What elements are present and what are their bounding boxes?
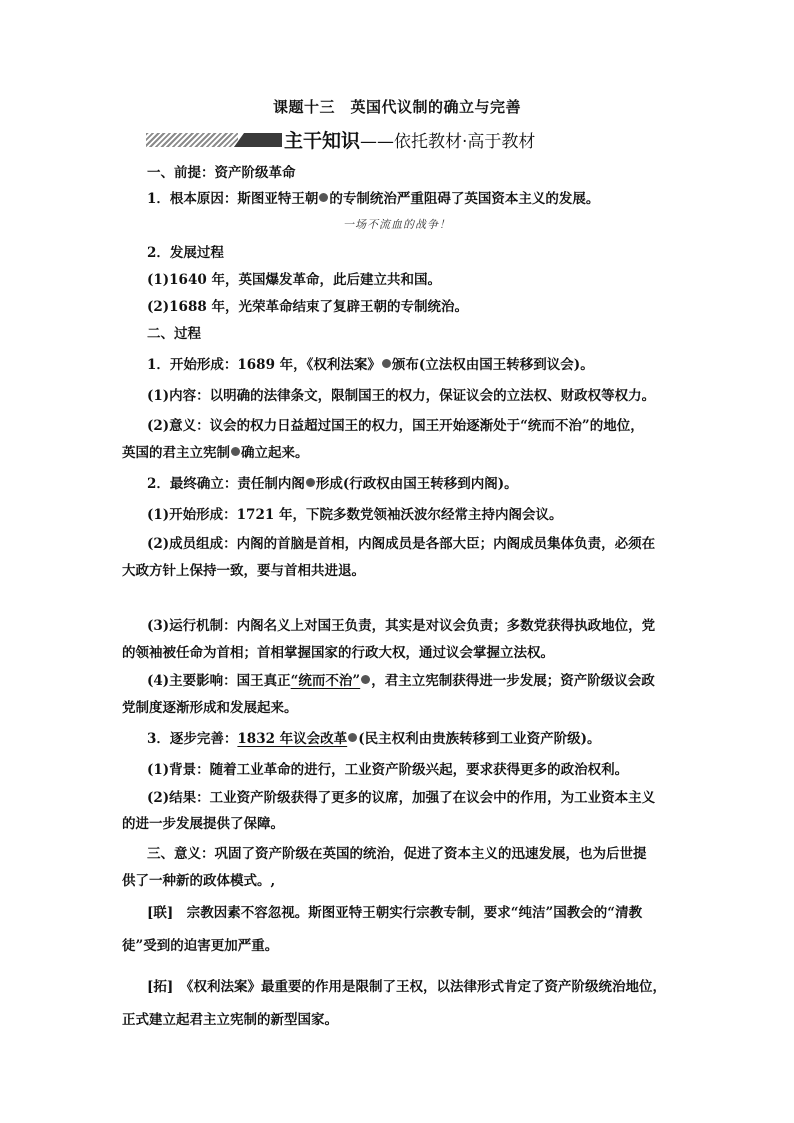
note-marker-icon <box>319 193 328 202</box>
note-marker-icon <box>306 478 315 487</box>
note-link-cont: 徒”受到的迫害更加严重。 <box>122 938 279 954</box>
banner-sub-text: ——依托教材·高于教材 <box>360 132 536 152</box>
text: 1．开始形成：1689 年，《权利法案》 <box>147 357 381 373</box>
text: 1．根本原因：斯图亚特王朝 <box>147 191 319 207</box>
banner-hatch-decoration <box>146 133 238 147</box>
text: 颁布(立法权由国王转移到议会)。 <box>391 357 594 373</box>
banner-heading <box>282 126 537 153</box>
line-members: (2)成员组成：内阁的首脑是首相，内阁成员是各部大臣；内阁成员集体负责，必须在 <box>147 536 656 552</box>
handwritten-note: 一场不流血的战争！ <box>343 218 451 231</box>
line-1721: (1)开始形成：1721 年，下院多数党领袖沃波尔经常主持内阁会议。 <box>147 507 563 523</box>
line-result-cont: 的进一步发展提供了保障。 <box>122 816 284 832</box>
text: 2．最终确立：责任制内阁 <box>147 476 305 492</box>
text: 1832 年议会改革 <box>237 731 348 747</box>
line-meaning: 三、意义：巩固了资产阶级在英国的统治，促进了资本主义的迅速发展，也为后世提 <box>147 846 647 862</box>
line-1640: (1)1640 年，英国爆发革命，此后建立共和国。 <box>147 272 441 288</box>
text: 3．逐步完善： <box>147 731 238 747</box>
line-background: (1)背景：随着工业革命的进行，工业资产阶级兴起，要求获得更多的政治权利。 <box>147 762 629 778</box>
text: 英国的君主立宪制 <box>122 445 230 461</box>
line-mechanism-cont: 的领袖被任命为首相；首相掌握国家的行政大权，通过议会掌握立法权。 <box>122 645 554 661</box>
line-meaning-cont: 供了一种新的政体模式。, <box>122 873 276 889</box>
banner-main-text: 主干知识 <box>284 130 361 152</box>
line-constitutional-monarchy <box>122 444 652 462</box>
line-root-cause <box>147 190 677 208</box>
note-marker-icon <box>231 447 240 456</box>
line-impact <box>147 672 677 690</box>
section-banner <box>146 126 606 154</box>
text: 确立起来。 <box>241 445 309 461</box>
note-link: [联] 宗教因素不容忽视。斯图亚特王朝实行宗教专制，要求“纯洁”国教会的“清教 <box>147 905 643 921</box>
text: (4)主要影响：国王真正 <box>147 673 291 689</box>
line-bill-of-rights <box>147 356 677 374</box>
text: “统而不治” <box>290 673 361 689</box>
text: 形成(行政权由国王转移到内阁)。 <box>315 476 518 492</box>
note-marker-icon <box>348 733 357 742</box>
page-title: 课题十三 英国代议制的确立与完善 <box>272 98 521 116</box>
line-significance: (2)意义：议会的权力日益超过国王的权力，国王开始逐渐处于“统而不治”的地位， <box>147 418 644 434</box>
heading-process: 二、过程 <box>147 326 201 342</box>
note-marker-icon <box>361 675 370 684</box>
text: 的专制统治严重阻碍了英国资本主义的发展。 <box>329 191 600 207</box>
line-1688: (2)1688 年，光荣革命结束了复辟王朝的专制统治。 <box>147 299 468 315</box>
line-members-cont: 大政方针上保持一致，要与首相共进退。 <box>122 563 365 579</box>
line-impact-cont: 党制度逐渐形成和发展起来。 <box>122 700 298 716</box>
note-marker-icon <box>382 359 391 368</box>
line-1832 <box>147 730 677 748</box>
heading-premise: 一、前提：资产阶级革命 <box>147 165 296 181</box>
text: ，君主立宪制获得进一步发展；资产阶级议会政 <box>371 673 655 689</box>
line-result: (2)结果：工业资产阶级获得了更多的议席，加强了在议会中的作用，为工业资本主义 <box>147 790 656 806</box>
heading-development: 2．发展过程 <box>147 245 224 261</box>
text: (民主权利由贵族转移到工业资产阶级)。 <box>358 731 601 747</box>
note-extend: [拓] 《权利法案》最重要的作用是限制了王权，以法律形式肯定了资产阶级统治地位， <box>147 979 667 995</box>
line-content: (1)内容：以明确的法律条文，限制国王的权力，保证议会的立法权、财政权等权力。 <box>147 388 656 404</box>
note-extend-cont: 正式建立起君主立宪制的新型国家。 <box>122 1012 338 1028</box>
line-mechanism: (3)运行机制：内阁名义上对国王负责，其实是对议会负责；多数党获得执政地位，党 <box>147 618 656 634</box>
line-cabinet <box>147 475 677 493</box>
